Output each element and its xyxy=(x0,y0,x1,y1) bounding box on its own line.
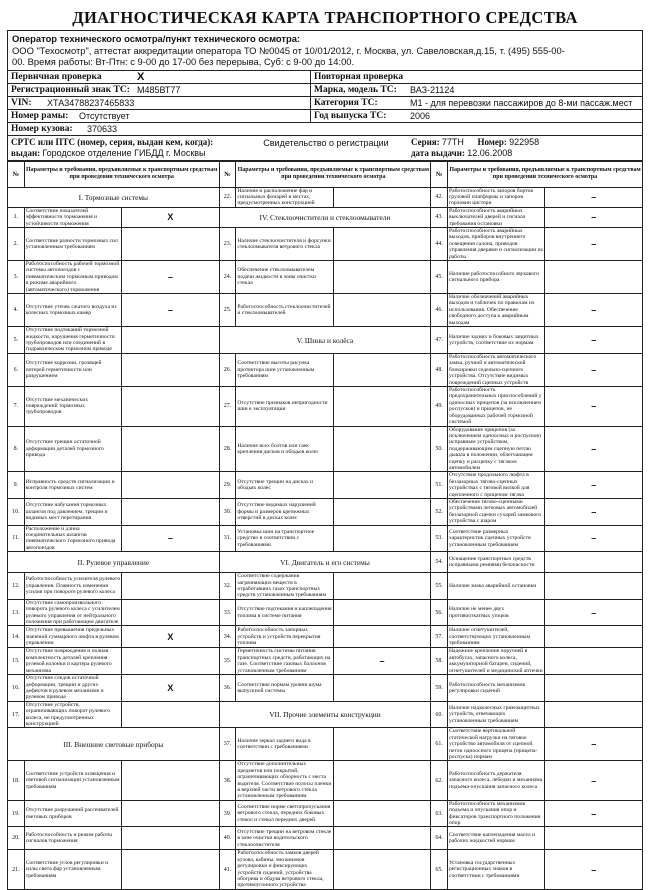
column-parameters-header: Параметры и требования, предъявляемые к транспортным средствам при проведении технического осмотра xyxy=(24,161,219,187)
item-number: 60. xyxy=(431,701,448,728)
item-requirement: Оснащение транспортных средств исправными ремнями безопасности xyxy=(447,552,544,573)
vin-row xyxy=(8,97,642,110)
item-requirement: Наличие работоспособного звукового сигнального прибора xyxy=(447,260,544,293)
item-result-mark xyxy=(122,800,219,827)
item-number: 22. xyxy=(219,187,236,207)
item-result-mark xyxy=(333,728,430,761)
operator-line-2: 00. Время работы: Вт-Птн: с 9-00 до 17-00 без перерыва, Суб: с 9-00 до 14:00. xyxy=(12,56,355,67)
item-number: 41. xyxy=(219,850,236,889)
item-result-mark xyxy=(122,701,219,728)
frame-value: Отсутствует xyxy=(79,110,130,121)
item-result-mark xyxy=(333,525,430,552)
item-result-mark: X xyxy=(122,626,219,648)
item-number: 5. xyxy=(8,327,25,354)
item-requirement: Расположение и длина соединительных шлангов пневматического тормозного привода автопоездов xyxy=(24,525,121,552)
item-number: 8. xyxy=(8,426,25,472)
item-requirement: Отсутствие повреждения и полная комплектность деталей крепления рулевой колонки и картера рулевого механизма xyxy=(24,648,121,675)
item-requirement: Наличие задних и боковых защитных устройств, соответствие их нормам xyxy=(447,327,544,354)
item-result-mark: – xyxy=(545,327,643,354)
issued-label: выдан: xyxy=(11,147,41,158)
section-heading: III. Внешние световые приборы xyxy=(8,728,220,761)
item-requirement: Соответствие норме светопропускания ветрового стекла, передних боковых стекол и стекол передних дверей xyxy=(236,800,333,827)
item-result-mark: – xyxy=(333,648,430,675)
item-result-mark xyxy=(333,573,430,600)
item-requirement: Отсутствие превышения предельных значений суммарного люфта в рулевом управлении xyxy=(24,626,121,648)
item-number: 9. xyxy=(8,472,25,499)
table-row xyxy=(8,701,643,728)
body-label: Номер кузова: xyxy=(11,123,73,134)
series-label: Серия: xyxy=(411,136,440,147)
item-result-mark xyxy=(545,626,643,648)
item-requirement: Работоспособность аварийных выключателей дверей и сигнала требования остановки xyxy=(447,207,544,227)
item-number: 10. xyxy=(8,498,25,525)
header-block xyxy=(7,30,643,136)
item-result-mark: – xyxy=(545,426,643,472)
year-label: Год выпуска ТС: xyxy=(310,110,407,122)
item-number: 13. xyxy=(8,599,25,626)
year-value: 2006 xyxy=(410,110,431,121)
section-heading: VI. Двигатель и его системы xyxy=(219,552,431,573)
item-requirement: Наличие зеркал заднего вида в соответствии с требованиями xyxy=(236,728,333,761)
item-number: 58. xyxy=(431,648,448,675)
item-result-mark: – xyxy=(545,207,643,227)
item-requirement: Работоспособность запорных устройств и устройств перекрытия топлива xyxy=(236,626,333,648)
item-result-mark xyxy=(545,827,643,850)
category-label: Категория ТС: xyxy=(310,97,407,109)
item-number: 38. xyxy=(219,761,236,800)
vin-label: VIN: xyxy=(11,97,32,108)
item-number: 23. xyxy=(219,227,236,260)
item-requirement: Соответствие разности тормозных сил установленным требованиям xyxy=(24,227,121,260)
item-requirement: Наличие надколесных грязезащитных устройств, отвечающих установленным требованиям xyxy=(447,701,544,728)
table-row xyxy=(8,761,643,800)
parameters-table xyxy=(7,161,643,890)
item-number: 17. xyxy=(8,701,25,728)
item-number: 36. xyxy=(219,675,236,702)
item-result-mark xyxy=(122,354,219,387)
item-requirement: Наличие не менее двух противооткатных упоров xyxy=(447,599,544,626)
table-row xyxy=(8,599,643,626)
item-result-mark xyxy=(122,850,219,889)
item-result-mark xyxy=(333,227,430,260)
item-requirement: Установка государственных регистрационных знаков в соответствии с требованиями xyxy=(447,850,544,889)
table-row xyxy=(8,728,643,761)
item-result-mark: – xyxy=(545,800,643,827)
registration-document xyxy=(7,136,643,161)
item-requirement: Соответствие углов регулировки и силы света фар установленным требованиям xyxy=(24,850,121,889)
item-number: 57. xyxy=(431,626,448,648)
item-number: 52. xyxy=(431,498,448,525)
body-row xyxy=(8,123,642,135)
item-number: 64. xyxy=(431,827,448,850)
item-number: 50. xyxy=(431,426,448,472)
table-body xyxy=(8,187,643,889)
plate-label: Регистрационный знак ТС: xyxy=(11,84,130,95)
item-number: 31. xyxy=(219,525,236,552)
item-requirement: Установка шин на транспортное средство в соответствии с требованиями xyxy=(236,525,333,552)
item-result-mark xyxy=(122,761,219,800)
item-result-mark xyxy=(333,498,430,525)
item-requirement: Отсутствие трещин на ветровом стекле в зоне очистки водительского стеклоочистителя xyxy=(236,827,333,850)
item-result-mark xyxy=(122,573,219,600)
table-row xyxy=(8,354,643,387)
item-requirement: Наличие стеклоочистителя и форсунки стеклоомывателя ветрового стекла xyxy=(236,227,333,260)
item-result-mark xyxy=(333,472,430,499)
make-label: Марка, модель ТС: xyxy=(310,84,407,96)
item-result-mark xyxy=(333,599,430,626)
item-result-mark: – xyxy=(545,498,643,525)
table-row xyxy=(8,850,643,889)
section-heading: II. Рулевое управление xyxy=(8,552,220,573)
item-number: 19. xyxy=(8,800,25,827)
item-result-mark: – xyxy=(545,472,643,499)
frame-label: Номер рамы: xyxy=(11,110,69,121)
item-number: 43. xyxy=(431,207,448,227)
item-number: 49. xyxy=(431,387,448,426)
item-number: 21. xyxy=(8,850,25,889)
item-result-mark xyxy=(122,599,219,626)
document-type: Свидетельство о регистрации xyxy=(263,137,389,148)
table-row xyxy=(8,675,643,702)
item-requirement: Наличие обозначений аварийных выходов и табличек по правилам их использования. Обеспечение свободного доступа к аварийным выходам xyxy=(447,294,544,327)
item-requirement: Соответствие высоты рисунка протектора шин установленным требованиям xyxy=(236,354,333,387)
item-requirement: Работоспособность держателя запасного колеса, лебедки и механизма подъема-опускания запасного колеса xyxy=(447,761,544,800)
item-result-mark xyxy=(122,827,219,850)
item-requirement: Отсутствие механических повреждений тормозных трубопроводов xyxy=(24,387,121,426)
item-result-mark: – xyxy=(122,525,219,552)
item-result-mark: – xyxy=(545,525,643,552)
item-result-mark: – xyxy=(122,260,219,293)
item-requirement: Соответствие нормам уровня шума выпускной системы xyxy=(236,675,333,702)
item-number: 56. xyxy=(431,599,448,626)
item-number: 27. xyxy=(219,387,236,426)
item-result-mark xyxy=(545,552,643,573)
issuer-value: Городское отделение ГИБДД г. Москвы xyxy=(42,147,206,158)
table-row xyxy=(8,472,643,499)
plate-row xyxy=(8,84,642,97)
item-requirement: Работоспособность замков дверей кузова, кабины, механизмов регулировки и фиксирующих устройств сидений, устройства обогрева и обдува ветрового стекла, противоугонного устройства xyxy=(236,850,333,889)
item-number: 45. xyxy=(431,260,448,293)
item-number: 7. xyxy=(8,387,25,426)
column-number-header: № xyxy=(219,161,236,187)
column-parameters-header: Параметры и требования, предъявляемые к транспортным средствам при проведении технического осмотра xyxy=(236,161,431,187)
section-heading: VII. Прочие элементы конструкции xyxy=(219,701,431,728)
item-result-mark xyxy=(333,675,430,702)
table-header-row xyxy=(8,161,643,187)
inspection-type-row xyxy=(8,71,642,84)
item-requirement: Соответствие устройств освещения и световой сигнализации установленным требованиям xyxy=(24,761,121,800)
primary-check-mark: X xyxy=(137,70,145,83)
make-value: ВАЗ-21124 xyxy=(410,84,455,95)
item-requirement: Отсутствие утечек сжатого воздуха из колесных тормозных камер xyxy=(24,294,121,327)
repeat-check-label: Повторная проверка xyxy=(310,71,437,83)
table-row xyxy=(8,207,643,227)
section-heading: IV. Стеклоочистители и стеклоомыватели xyxy=(219,207,431,227)
item-result-mark xyxy=(122,327,219,354)
item-result-mark xyxy=(333,260,430,293)
table-row xyxy=(8,498,643,525)
item-number: 18. xyxy=(8,761,25,800)
item-result-mark xyxy=(545,573,643,600)
item-result-mark: – xyxy=(545,187,643,207)
table-row xyxy=(8,573,643,600)
operator-label: Оператор технического осмотра/пункт технического осмотра: xyxy=(12,33,301,44)
item-number: 40. xyxy=(219,827,236,850)
item-number: 59. xyxy=(431,675,448,702)
item-requirement: Отсутствие набухания тормозных шлангов под давлением, трещин и видимых мест перетирания xyxy=(24,498,121,525)
item-number: 48. xyxy=(431,354,448,387)
item-requirement: Отсутствие следов остаточной деформации, трещин и других дефектов в рулевом механизме и рулевом приводе xyxy=(24,675,121,702)
page-title: ДИАГНОСТИЧЕСКАЯ КАРТА ТРАНСПОРТНОГО СРЕДСТВА xyxy=(72,8,578,27)
item-requirement: Наличие всех болтов или гаек крепления дисков и ободьев колес xyxy=(236,426,333,472)
series-value: 77ТН xyxy=(441,136,464,147)
item-requirement: Отсутствие подтекания и каплепадения топлива в системе питания xyxy=(236,599,333,626)
item-number: 4. xyxy=(8,294,25,327)
item-number: 34. xyxy=(219,626,236,648)
item-result-mark xyxy=(333,294,430,327)
item-number: 12. xyxy=(8,573,25,600)
number-label: Номер: xyxy=(477,136,507,147)
table-row xyxy=(8,648,643,675)
item-requirement: Исправность средств сигнализации и контроля тормозных систем xyxy=(24,472,121,499)
item-result-mark xyxy=(333,850,430,889)
item-requirement: Соответствие содержания загрязняющих веществ в отработавших газах транспортных средств установленным требованиям xyxy=(236,573,333,600)
item-requirement: Отсутствие трещин на дисках и ободьях колес xyxy=(236,472,333,499)
column-parameters-header: Параметры и требования, предъявляемые к транспортным средствам при проведении технического осмотра xyxy=(447,161,642,187)
item-number: 55. xyxy=(431,573,448,600)
item-requirement: Отсутствие устройств, ограничивающих поворот рулевого колеса, не предусмотренных конструкцией xyxy=(24,701,121,728)
item-requirement: Отсутствие признаков непригодности шин к эксплуатации xyxy=(236,387,333,426)
repeat-check-mark xyxy=(437,71,443,83)
item-requirement: Наличие огнетушителей, соответствующих установленным требованиям xyxy=(447,626,544,648)
item-requirement: Работоспособность запоров бортов грузовой платформы и запоров горловин цистерн xyxy=(447,187,544,207)
item-requirement: Соответствие размерных характеристик сцепных устройств установленным требованиям xyxy=(447,525,544,552)
item-number: 25. xyxy=(219,294,236,327)
diagnostic-card xyxy=(7,0,643,890)
item-number: 3. xyxy=(8,260,25,293)
column-number-header: № xyxy=(431,161,448,187)
item-number: 65. xyxy=(431,850,448,889)
item-result-mark xyxy=(333,626,430,648)
item-result-mark: – xyxy=(545,850,643,889)
item-number: 42. xyxy=(431,187,448,207)
item-requirement: Герметичность системы питания транспортных средств, работающих на газе. Соответствие газовых баллонов установленным требованиям xyxy=(236,648,333,675)
item-result-mark: – xyxy=(545,599,643,626)
item-requirement: Отсутствие дополнительных предметов или покрытий, ограничивающих обзорность с места водителя. Соответствие полосы пленки в верхней части ветрового стекла установленным требованиям xyxy=(237,761,332,800)
table-row xyxy=(8,426,643,472)
item-number: 24. xyxy=(219,260,236,293)
item-result-mark xyxy=(122,648,219,675)
item-number: 14. xyxy=(8,626,25,648)
body-value: 370633 xyxy=(87,123,118,134)
item-result-mark xyxy=(122,498,219,525)
item-result-mark xyxy=(333,426,430,472)
item-requirement: Работоспособность усилителя рулевого управления. Плавность изменения усилия при повороте рулевого колеса xyxy=(24,573,121,600)
table-row xyxy=(8,827,643,850)
item-result-mark: – xyxy=(545,387,643,426)
section-heading: I. Тормозные системы xyxy=(8,187,220,207)
table-row xyxy=(8,327,643,354)
item-number: 33. xyxy=(219,599,236,626)
item-number: 61. xyxy=(431,728,448,761)
primary-check-label: Первичная проверка xyxy=(11,71,102,82)
item-requirement: Отсутствие разрушений рассеивателей световых приборов xyxy=(24,800,121,827)
item-result-mark xyxy=(122,387,219,426)
table-row xyxy=(8,387,643,426)
item-number: 62. xyxy=(431,761,448,800)
item-result-mark xyxy=(545,701,643,728)
item-requirement: Отсутствие трещин остаточной деформации деталей тормозного привода xyxy=(24,426,121,472)
table-row xyxy=(8,187,643,207)
item-requirement: Работоспособность автоматического замка, ручной и автоматической блокировки седельно-сцепного устройства. Отсутствие видимых повреждений сцепных устройств xyxy=(447,354,544,387)
item-result-mark xyxy=(333,761,430,800)
item-requirement: Соответствие каплепадения масел и рабочих жидкостей нормам xyxy=(447,827,544,850)
item-requirement: Отсутствие самопроизвольного поворота рулевого колеса с усилителем рулевого управления от нейтрального положения при работающем двигателе xyxy=(25,599,120,626)
item-result-mark: – xyxy=(122,294,219,327)
item-number: 6. xyxy=(8,354,25,387)
operator-line-1: ООО "Техосмотр", аттестат аккредитации оператора ТО №0045 от 10/01/2012, г. Москва, ул. Савеловская,д.15, т. (495) 555-00- xyxy=(12,44,565,56)
table-row xyxy=(8,800,643,827)
item-requirement: Обеспечение тягово-сцепными устройствами легковых автомобилей беззазорной сцепки сухарей замкового устройства с шаром xyxy=(447,498,544,525)
plate-value: М485ВТ77 xyxy=(137,84,181,95)
item-result-mark: – xyxy=(545,227,643,260)
item-requirement: Отсутствие коррозии, грозящей потерей герметичности или разрушением xyxy=(24,354,121,387)
item-number: 53. xyxy=(431,525,448,552)
item-result-mark: – xyxy=(545,761,643,800)
item-requirement: Работоспособность рабочей тормозной системы автопоездов с пневматическим тормозным приводом в режиме аварийного (автоматического) торможения xyxy=(24,260,121,293)
item-requirement: Обеспечение стеклоомывателем подачи жидкости в зоны очистки стекла xyxy=(236,260,333,293)
date-label: дата выдачи: xyxy=(411,147,465,158)
item-result-mark xyxy=(333,800,430,827)
table-row xyxy=(8,525,643,552)
item-requirement: Работоспособность механизмов подъема и опускания опор и фиксаторов транспортного положения опор xyxy=(447,800,544,827)
item-number: 46. xyxy=(431,294,448,327)
item-number: 44. xyxy=(431,227,448,260)
item-number: 63. xyxy=(431,800,448,827)
column-number-header: № xyxy=(8,161,25,187)
item-requirement: Соответствие вертикальной статической нагрузки на тяговое устройство автомобиля от сцепной петли одноосного прицепа (прицепа-роспуска) нормам xyxy=(447,728,544,761)
table-row xyxy=(8,626,643,648)
item-number: 39. xyxy=(219,800,236,827)
item-requirement: Работоспособность стеклоочистителей и стеклоомывателей xyxy=(236,294,333,327)
table-row xyxy=(8,260,643,293)
item-result-mark xyxy=(122,472,219,499)
item-result-mark: X xyxy=(122,675,219,702)
item-result-mark xyxy=(122,426,219,472)
item-requirement: Наличие и расположение фар и сигнальных фонарей в местах, предусмотренных конструкцией xyxy=(236,187,333,207)
item-result-mark xyxy=(333,187,430,207)
category-value: М1 - для перевозки пассажиров до 8-ми пассаж.мест xyxy=(410,97,633,108)
table-row xyxy=(8,227,643,260)
item-number: 32. xyxy=(219,573,236,600)
item-number: 16. xyxy=(8,675,25,702)
section-heading: V. Шины и колёса xyxy=(219,327,431,354)
item-number: 26. xyxy=(219,354,236,387)
frame-row xyxy=(8,110,642,123)
item-requirement: Соответствие показателей эффективности торможения и устойчивости торможения xyxy=(24,207,121,227)
item-result-mark xyxy=(545,260,643,293)
date-value: 12.06.2008 xyxy=(467,147,513,158)
item-requirement: Работоспособность аварийных выходов, приборов внутреннего освещения салона, приводов управления дверями и сигнализации их работы xyxy=(448,227,544,260)
item-number: 20. xyxy=(8,827,25,850)
item-requirement: Наличие знака аварийной остановки xyxy=(447,573,544,600)
vin-value: ХТА34788237465833 xyxy=(47,97,135,108)
item-number: 54. xyxy=(431,552,448,573)
item-requirement: Работоспособность механизмов регулировки сидений xyxy=(447,675,544,702)
item-result-mark xyxy=(333,827,430,850)
item-requirement: Отсутствие подтеканий тормозной жидкости, нарушения герметичности трубопроводов или соединений в гидравлическом тормозном приводе xyxy=(24,327,121,354)
item-result-mark: – xyxy=(545,294,643,327)
item-result-mark xyxy=(545,648,643,675)
item-requirement: Работоспособность предохранительных приспособлений у одноосных прицепов (за исключением роспусков) и прицепов, не оборудованных рабочей тормозной системой xyxy=(447,387,544,426)
item-requirement: Оборудование прицепов (за исключением одноосных и роспусков) исправным устройством, поддерживающим сцепную петлю дышла в положении, облегчающем сцепку и расцепку с тягачом автомобилем xyxy=(447,426,544,472)
operator-info xyxy=(8,31,642,71)
table-row xyxy=(8,552,643,573)
item-number: 37. xyxy=(219,728,236,761)
number-value: 922958 xyxy=(509,136,540,147)
item-result-mark xyxy=(122,227,219,260)
item-number: 29. xyxy=(219,472,236,499)
item-number: 30. xyxy=(219,498,236,525)
table-row xyxy=(8,294,643,327)
item-result-mark xyxy=(545,675,643,702)
item-requirement: Отсутствие видимых нарушений формы и размеров крепежных отверстий в дисках колес xyxy=(236,498,333,525)
item-requirement: Надежное крепление поручней в автобусах, запасного колеса, аккумуляторной батареи, сидений, огнетушителей и медицинской аптечки xyxy=(447,648,544,675)
item-result-mark: – xyxy=(545,728,643,761)
document-label: СРТС или ПТС (номер, серия, выдан кем, когда): xyxy=(11,136,214,147)
item-number: 2. xyxy=(8,227,25,260)
item-number: 1. xyxy=(8,207,25,227)
item-number: 28. xyxy=(219,426,236,472)
item-number: 15. xyxy=(8,648,25,675)
item-number: 35. xyxy=(219,648,236,675)
item-requirement: Отсутствие продольного люфта в беззазорных тягово-сцепных устройствах с тяговой вилкой для сцепленного с прицепом тягача xyxy=(447,472,544,499)
item-result-mark: – xyxy=(545,354,643,387)
item-result-mark xyxy=(333,387,430,426)
item-number: 47. xyxy=(431,327,448,354)
item-requirement: Работоспособность и режим работы сигналов торможения xyxy=(24,827,121,850)
item-number: 11. xyxy=(8,525,25,552)
item-result-mark: X xyxy=(122,207,219,227)
item-result-mark xyxy=(333,354,430,387)
item-number: 51. xyxy=(431,472,448,499)
